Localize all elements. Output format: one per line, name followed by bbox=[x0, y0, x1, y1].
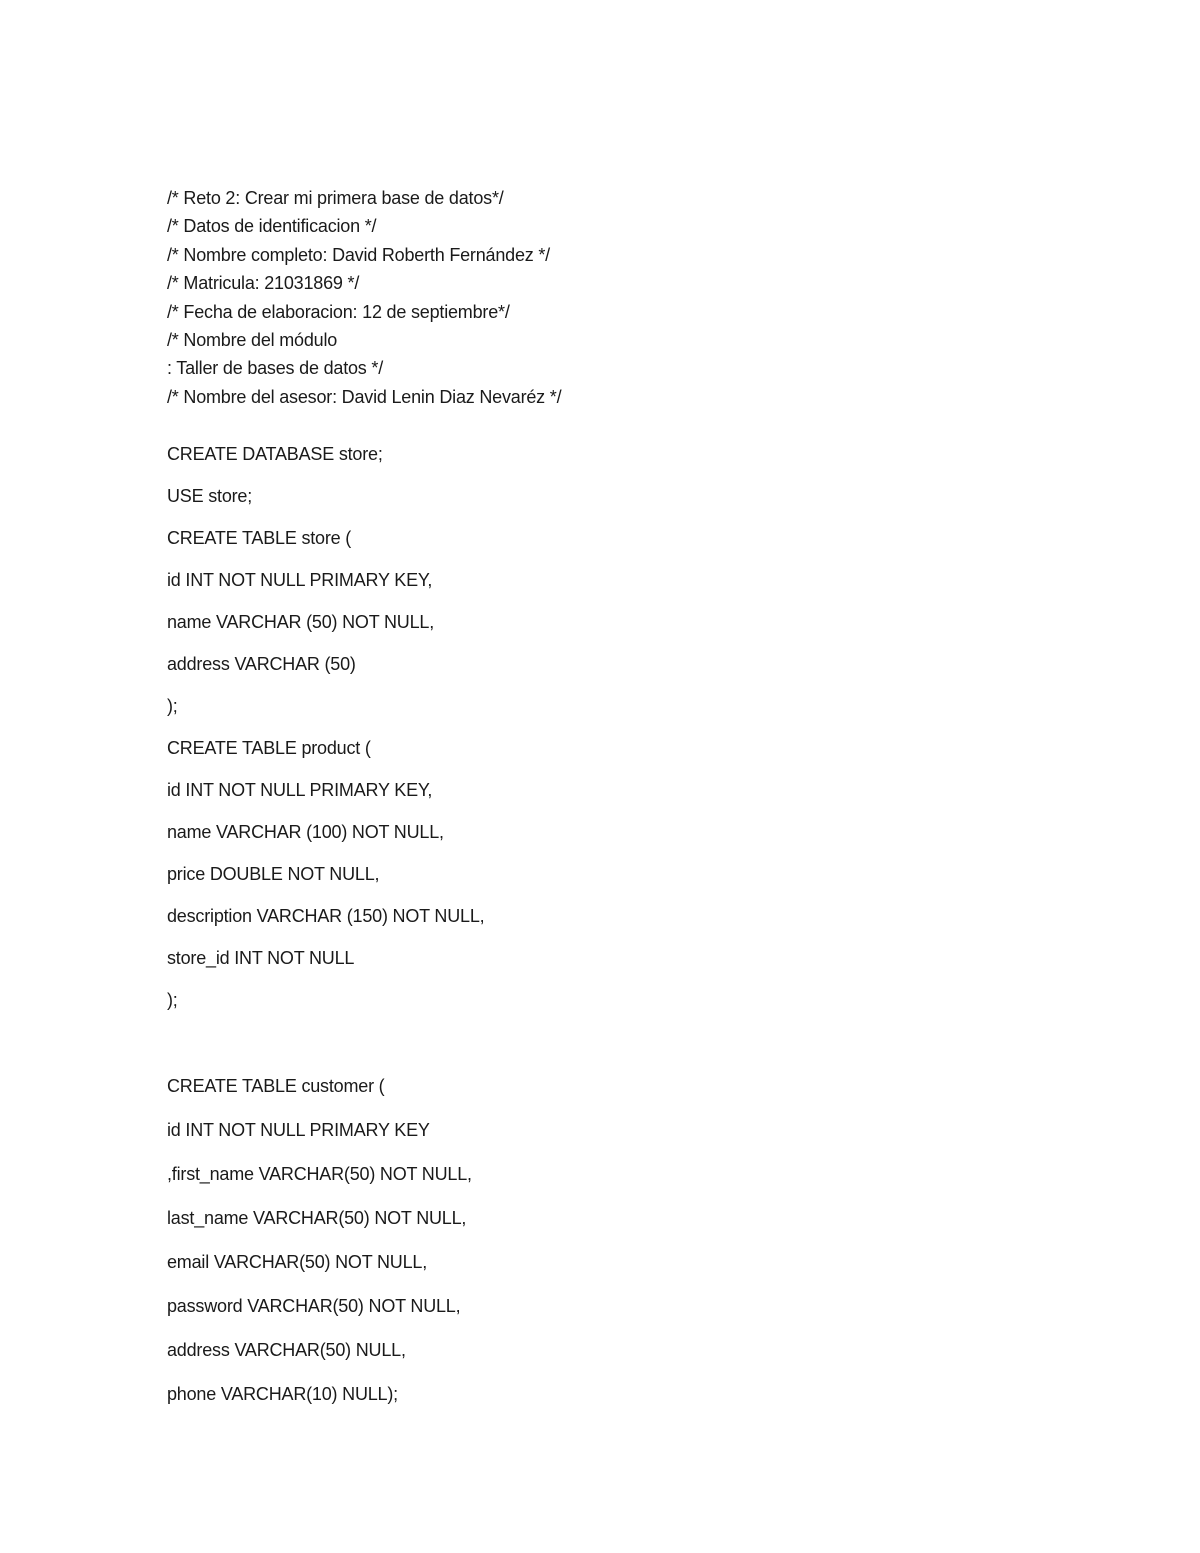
sql-line: name VARCHAR (50) NOT NULL, bbox=[167, 612, 435, 632]
comment-line: /* Nombre del módulo bbox=[167, 329, 338, 350]
comment-line: /* Nombre completo: David Roberth Fernández */ bbox=[167, 244, 550, 265]
sql-line: password VARCHAR(50) NOT NULL, bbox=[167, 1296, 461, 1316]
sql-line: store_id INT NOT NULL bbox=[167, 948, 355, 968]
comment-line: /* Datos de identificacion */ bbox=[167, 216, 377, 237]
sql-line: ); bbox=[167, 696, 178, 716]
sql-line: description VARCHAR (150) NOT NULL, bbox=[167, 906, 485, 926]
sql-line: CREATE TABLE store ( bbox=[167, 528, 352, 548]
sql-line: phone VARCHAR(10) NULL); bbox=[167, 1384, 398, 1404]
sql-line: ,first_name VARCHAR(50) NOT NULL, bbox=[167, 1164, 472, 1184]
sql-line: email VARCHAR(50) NOT NULL, bbox=[167, 1252, 427, 1272]
sql-line: USE store; bbox=[167, 486, 253, 506]
comment-line: /* Reto 2: Crear mi primera base de datos*/ bbox=[167, 188, 504, 208]
sql-line: CREATE DATABASE store; bbox=[167, 444, 383, 464]
sql-line: address VARCHAR(50) NULL, bbox=[167, 1340, 406, 1360]
sql-line: CREATE TABLE product ( bbox=[167, 738, 371, 758]
sql-block-customer bbox=[167, 1064, 472, 1416]
sql-line: CREATE TABLE customer ( bbox=[167, 1076, 385, 1096]
sql-line: address VARCHAR (50) bbox=[167, 654, 356, 674]
sql-line: id INT NOT NULL PRIMARY KEY bbox=[167, 1120, 430, 1140]
comment-line: /* Nombre del asesor: David Lenin Diaz Nevaréz */ bbox=[167, 386, 562, 407]
header-comments bbox=[167, 184, 561, 411]
comment-line: /* Fecha de elaboracion: 12 de septiembre*/ bbox=[167, 301, 510, 322]
sql-line: price DOUBLE NOT NULL, bbox=[167, 864, 380, 884]
sql-line: last_name VARCHAR(50) NOT NULL, bbox=[167, 1208, 467, 1228]
sql-block-store-product bbox=[167, 433, 484, 1021]
sql-line: id INT NOT NULL PRIMARY KEY, bbox=[167, 780, 433, 800]
sql-line: id INT NOT NULL PRIMARY KEY, bbox=[167, 570, 433, 590]
sql-line: ); bbox=[167, 990, 178, 1010]
sql-line: name VARCHAR (100) NOT NULL, bbox=[167, 822, 444, 842]
comment-line: /* Matricula: 21031869 */ bbox=[167, 273, 360, 294]
comment-line: : Taller de bases de datos */ bbox=[167, 358, 384, 379]
